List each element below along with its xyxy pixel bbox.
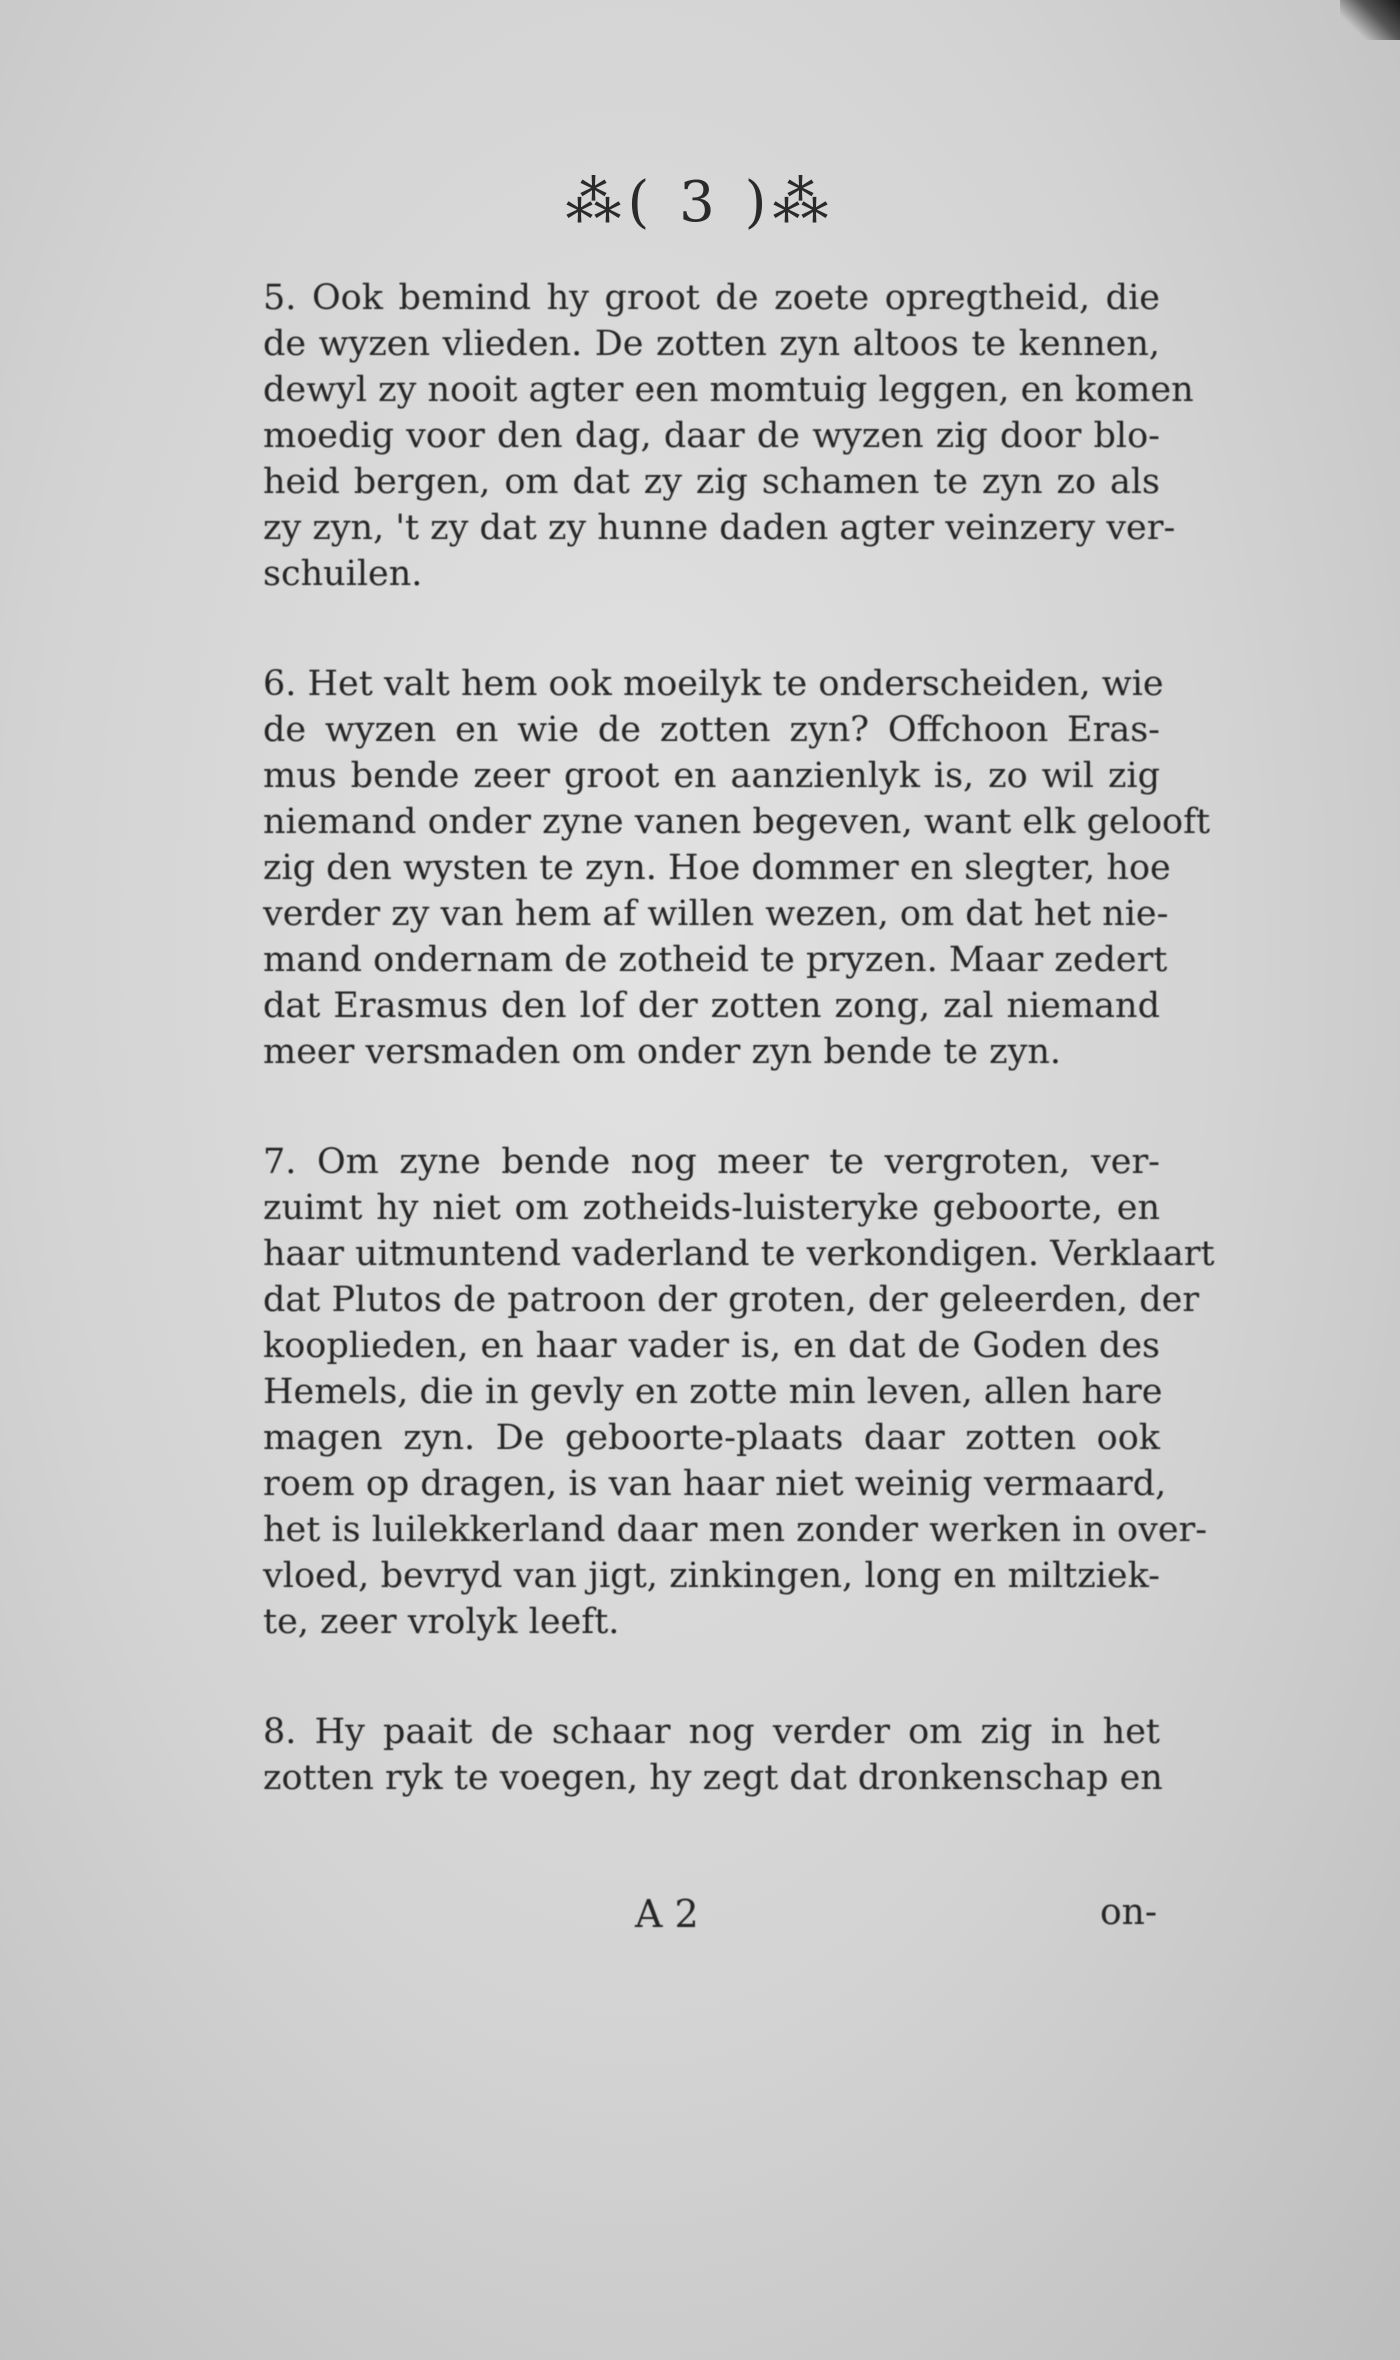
text-line: Hemels, die in gevly en zotte min leven, allen hare <box>263 1372 1163 1412</box>
text-line: 7. Om zyne bende nog meer te vergroten, ver- <box>263 1142 1160 1182</box>
text-line: haar uitmuntend vaderland te verkondigen. Verklaart <box>263 1234 1215 1274</box>
text-line: magen zyn. De geboorte-plaats daar zotten ook <box>263 1418 1160 1458</box>
text-line: de wyzen vlieden. De zotten zyn altoos te kennen, <box>263 324 1160 364</box>
text-line: zy zyn, 't zy dat zy hunne daden agter veinzery ver- <box>263 508 1176 548</box>
text-line: dewyl zy nooit agter een momtuig leggen, en komen <box>263 370 1194 410</box>
text-line: kooplieden, en haar vader is, en dat de Goden des <box>263 1326 1160 1366</box>
text-line: 6. Het valt hem ook moeilyk te onderscheiden, wie <box>263 664 1164 704</box>
text-line: dat Plutos de patroon der groten, der geleerden, der <box>263 1280 1200 1320</box>
text-line: 8. Hy paait de schaar nog verder om zig in het <box>263 1712 1160 1752</box>
text-line: meer versmaden om onder zyn bende te zyn. <box>263 1032 1062 1072</box>
page-corner-shadow <box>1340 0 1400 40</box>
text-line: heid bergen, om dat zy zig schamen te zyn zo als <box>263 462 1160 502</box>
text-line: het is luilekkerland daar men zonder werken in over- <box>263 1510 1208 1550</box>
paragraph-5 <box>225 275 1194 597</box>
text-line: niemand onder zyne vanen begeven, want elk gelooft <box>263 802 1211 842</box>
text-line: roem op dragen, is van haar niet weinig vermaard, <box>263 1464 1167 1504</box>
text-line: 5. Ook bemind hy groot de zoete opregtheid, die <box>263 278 1160 318</box>
text-line: dat Erasmus den lof der zotten zong, zal niemand <box>263 986 1160 1026</box>
text-line: vloed, bevryd van jigt, zinkingen, long en miltziek- <box>263 1556 1160 1596</box>
text-line: zotten ryk te voegen, hy zegt dat dronkenschap en <box>263 1758 1163 1798</box>
paragraph-8 <box>225 1709 1163 1801</box>
paragraph-6 <box>225 661 1211 1075</box>
paragraph-7 <box>225 1139 1215 1645</box>
text-line: moedig voor den dag, daar de wyzen zig door blo- <box>263 416 1160 456</box>
text-line: zuimt hy niet om zotheids-luisteryke geboorte, en <box>263 1188 1160 1228</box>
text-line: te, zeer vrolyk leeft. <box>263 1602 620 1642</box>
text-line: mand ondernam de zotheid te pryzen. Maar zedert <box>263 940 1168 980</box>
body-text <box>225 275 1215 1865</box>
signature-mark: A 2 <box>635 1892 699 1936</box>
running-head-page-number: ⁂( 3 )⁂ <box>565 170 835 235</box>
text-line: de wyzen en wie de zotten zyn? Offchoon Eras- <box>263 710 1160 750</box>
text-line: zig den wysten te zyn. Hoe dommer en slegter, hoe <box>263 848 1171 888</box>
text-line: mus bende zeer groot en aanzienlyk is, zo wil zig <box>263 756 1160 796</box>
text-line: verder zy van hem af willen wezen, om dat het nie- <box>263 894 1169 934</box>
text-line: schuilen. <box>263 554 423 594</box>
catchword: on- <box>1100 1892 1158 1933</box>
